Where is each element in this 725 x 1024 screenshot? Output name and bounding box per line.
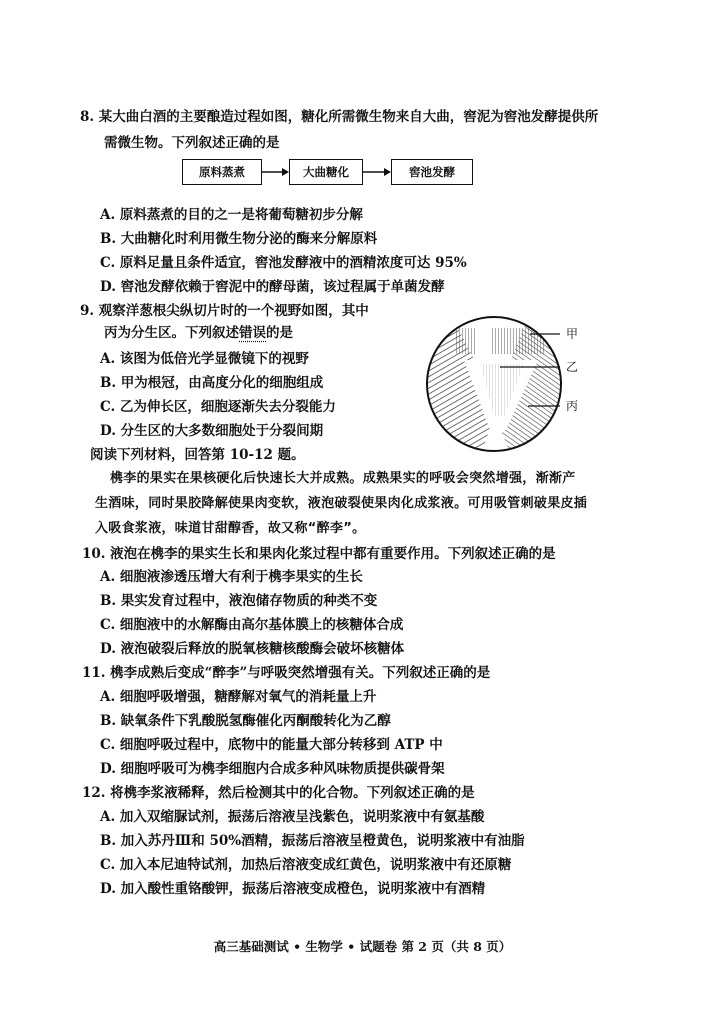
page-footer: 高三基础测试 • 生物学 • 试题卷 第 2 页（共 8 页） — [213, 939, 512, 954]
label-bing: 丙 — [566, 399, 579, 413]
material-intro: 阅读下列材料，回答第 10-12 题。 — [90, 447, 305, 463]
q9-option-c: C. 乙为伸长区，细胞逐渐失去分裂能力 — [100, 399, 336, 415]
q9-stem-tail: 的是 — [266, 325, 293, 341]
material-line-2: 生酒味，同时果胶降解使果肉变软，液泡破裂使果肉化成浆液。可用吸管刺破果皮插 — [95, 496, 588, 511]
q9-option-b: B. 甲为根冠，由高度分化的细胞组成 — [100, 375, 324, 391]
q11-stem: 11. 槜李成熟后变成“醉李”与呼吸突然增强有关。下列叙述正确的是 — [82, 665, 491, 681]
q8-stem-line1: 8. 某大曲白酒的主要酿造过程如图，糖化所需微生物来自大曲，窖泥为窖池发酵提供所 — [80, 109, 599, 125]
q8-option-b: B. 大曲糖化时利用微生物分泌的酶来分解原料 — [100, 231, 378, 247]
q9-option-d: D. 分生区的大多数细胞处于分裂间期 — [100, 423, 324, 439]
q9-stem-emphasis: 错误 — [239, 325, 266, 341]
q11-option-d: D. 细胞呼吸可为槜李细胞内合成多种风味物质提供碳骨架 — [100, 761, 445, 777]
q10-option-d: D. 液泡破裂后释放的脱氧核糖核酸酶会破坏核糖体 — [100, 641, 405, 657]
q12-option-a: A. 加入双缩脲试剂，振荡后溶液呈浅紫色，说明浆液中有氨基酸 — [100, 809, 485, 825]
q8-option-c: C. 原料足量且条件适宜，窖池发酵液中的酒精浓度可达 95% — [100, 255, 467, 271]
q12-option-b: B. 加入苏丹Ⅲ和 50%酒精，振荡后溶液呈橙黄色，说明浆液中有油脂 — [100, 833, 525, 849]
q9-stem-part: 丙为分生区。下列叙述 — [104, 325, 239, 341]
q8-option-d: D. 窖池发酵依赖于窖泥中的酵母菌，该过程属于单菌发酵 — [100, 279, 445, 295]
q9-option-a: A. 该图为低倍光学显微镜下的视野 — [100, 351, 309, 367]
q9-stem-line1: 9. 观察洋葱根尖纵切片时的一个视野如图，其中 — [80, 303, 369, 319]
flow-step-3: 窖池发酵 — [391, 159, 473, 185]
q10-option-a: A. 细胞液渗透压增大有利于槜李果实的生长 — [100, 569, 363, 585]
q9-stem-line2 — [104, 324, 293, 342]
q8-stem-line2: 需微生物。下列叙述正确的是 — [104, 135, 280, 151]
q11-option-a: A. 细胞呼吸增强，糖酵解对氧气的消耗量上升 — [100, 689, 377, 705]
label-jia: 甲 — [566, 327, 579, 341]
q10-option-b: B. 果实发育过程中，液泡储存物质的种类不变 — [100, 593, 378, 609]
q12-option-c: C. 加入本尼迪特试剂，加热后溶液变成红黄色，说明浆液中有还原糖 — [100, 857, 512, 873]
q12-option-d: D. 加入酸性重铬酸钾，振荡后溶液变成橙色，说明浆液中有酒精 — [100, 881, 486, 897]
q10-stem: 10. 液泡在槜李的果实生长和果肉化浆过程中都有重要作用。下列叙述正确的是 — [82, 546, 556, 562]
flow-step-1: 原料蒸煮 — [182, 159, 262, 185]
flow-arrows — [0, 0, 725, 200]
label-yi: 乙 — [566, 360, 579, 374]
material-line-3: 入吸食浆液，味道甘甜醇香，故又称“醉李”。 — [95, 521, 366, 536]
q10-option-c: C. 细胞液中的水解酶由高尔基体膜上的核糖体合成 — [100, 617, 404, 633]
material-line-1: 槜李的果实在果核硬化后快速长大并成熟。成熟果实的呼吸会突然增强，渐渐产 — [110, 471, 576, 486]
flow-step-2: 大曲糖化 — [289, 159, 363, 185]
q12-stem: 12. 将槜李浆液稀释，然后检测其中的化合物。下列叙述正确的是 — [82, 785, 475, 801]
q11-option-b: B. 缺氧条件下乳酸脱氢酶催化丙酮酸转化为乙醇 — [100, 713, 391, 729]
q8-option-a: A. 原料蒸煮的目的之一是将葡萄糖初步分解 — [100, 207, 363, 223]
q11-option-c: C. 细胞呼吸过程中，底物中的能量大部分转移到 ATP 中 — [100, 737, 443, 753]
